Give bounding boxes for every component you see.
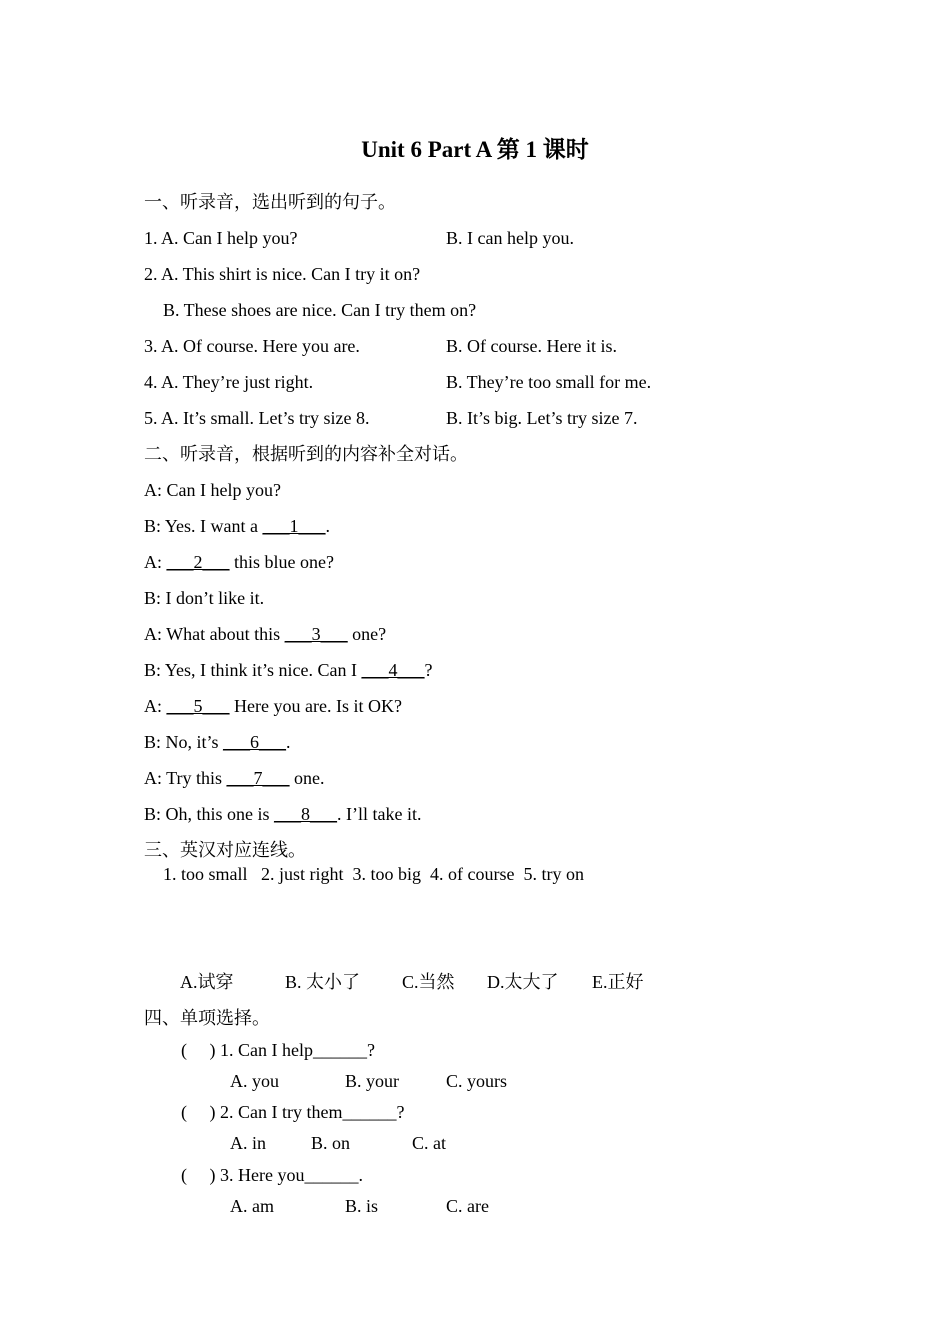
q1-option-a: 1. A. Can I help you? [144,228,298,248]
blank-2: ___2___ [166,552,230,572]
blank-6: ___6___ [223,732,287,752]
dialogue-text: B: Yes, I think it’s nice. Can I [144,660,362,680]
dialogue-text: this blue one? [229,552,334,572]
dialogue-text: A: [144,696,167,716]
q5-option-b: B. It’s big. Let’s try size 7. [446,408,638,428]
dialogue-line [144,622,386,646]
chinese-option-b: B. 太小了 [285,972,361,992]
mc-question-2: ( ) 2. Can I try them______? [181,1102,405,1122]
dialogue-text: . I’ll take it. [337,804,422,824]
dialogue-text: . [286,732,291,752]
mc-question-1: ( ) 1. Can I help______? [181,1040,375,1060]
blank-1: ___1___ [262,516,326,536]
mc-q1-option-a: A. you [230,1071,279,1091]
mc-q1-option-c: C. yours [446,1071,508,1091]
dialogue-text: B: Yes. I want a [144,516,263,536]
q3-option-b: B. Of course. Here it is. [446,336,617,356]
dialogue-text: B: Oh, this one is [144,804,275,824]
dialogue-line [144,802,422,826]
q2-option-a: 2. A. This shirt is nice. Can I try it on? [144,264,421,284]
section-1-heading: 一、听录音，选出听到的句子。 [144,192,396,212]
chinese-option-e: E.正好 [592,972,644,992]
section-4-heading: 四、单项选择。 [144,1008,270,1028]
dialogue-text: one? [347,624,387,644]
dialogue-text: A: What about this [144,624,285,644]
blank-3: ___3___ [284,624,348,644]
q2-option-b: B. These shoes are nice. Can I try them on? [163,300,477,320]
dialogue-line: A: Can I help you? [144,480,281,500]
dialogue-line [144,730,291,754]
dialogue-line [144,694,402,718]
blank-5: ___5___ [166,696,230,716]
dialogue-text: A: Try this [144,768,227,788]
blank-7: ___7___ [226,768,290,788]
dialogue-text: Here you are. Is it OK? [229,696,402,716]
dialogue-text: ? [424,660,433,680]
q3-option-a: 3. A. Of course. Here you are. [144,336,360,356]
dialogue-line [144,766,325,790]
dialogue-text: one. [289,768,325,788]
dialogue-text: B: No, it’s [144,732,224,752]
q4-option-b: B. They’re too small for me. [446,372,652,392]
mc-q2-option-a: A. in [230,1133,266,1153]
mc-q1-option-b: B. your [345,1071,399,1091]
q1-option-b: B. I can help you. [446,228,574,248]
chinese-option-a: A.试穿 [180,972,234,992]
dialogue-line [144,658,433,682]
chinese-option-c: C.当然 [402,972,455,992]
mc-q3-option-b: B. is [345,1196,379,1216]
dialogue-line [144,514,330,538]
mc-q3-option-c: C. are [446,1196,489,1216]
dialogue-text: A: [144,552,167,572]
mc-q2-option-b: B. on [311,1133,351,1153]
dialogue-text: . [325,516,331,536]
blank-8: ___8___ [274,804,338,824]
chinese-option-d: D.太大了 [487,972,559,992]
section-3-heading: 三、英汉对应连线。 [144,840,306,860]
section-2-heading: 二、听录音，根据听到的内容补全对话。 [144,444,468,464]
mc-q3-option-a: A. am [230,1196,274,1216]
q5-option-a: 5. A. It’s small. Let’s try size 8. [144,408,370,428]
q4-option-a: 4. A. They’re just right. [144,372,314,392]
page-title: Unit 6 Part A 第 1 课时 [361,137,589,162]
blank-4: ___4___ [361,660,425,680]
mc-question-3: ( ) 3. Here you______. [181,1165,363,1185]
dialogue-line [144,550,334,574]
mc-q2-option-c: C. at [412,1133,446,1153]
english-phrases: 1. too small 2. just right 3. too big 4. of course 5. try on [163,864,584,884]
dialogue-line: B: I don’t like it. [144,588,265,608]
